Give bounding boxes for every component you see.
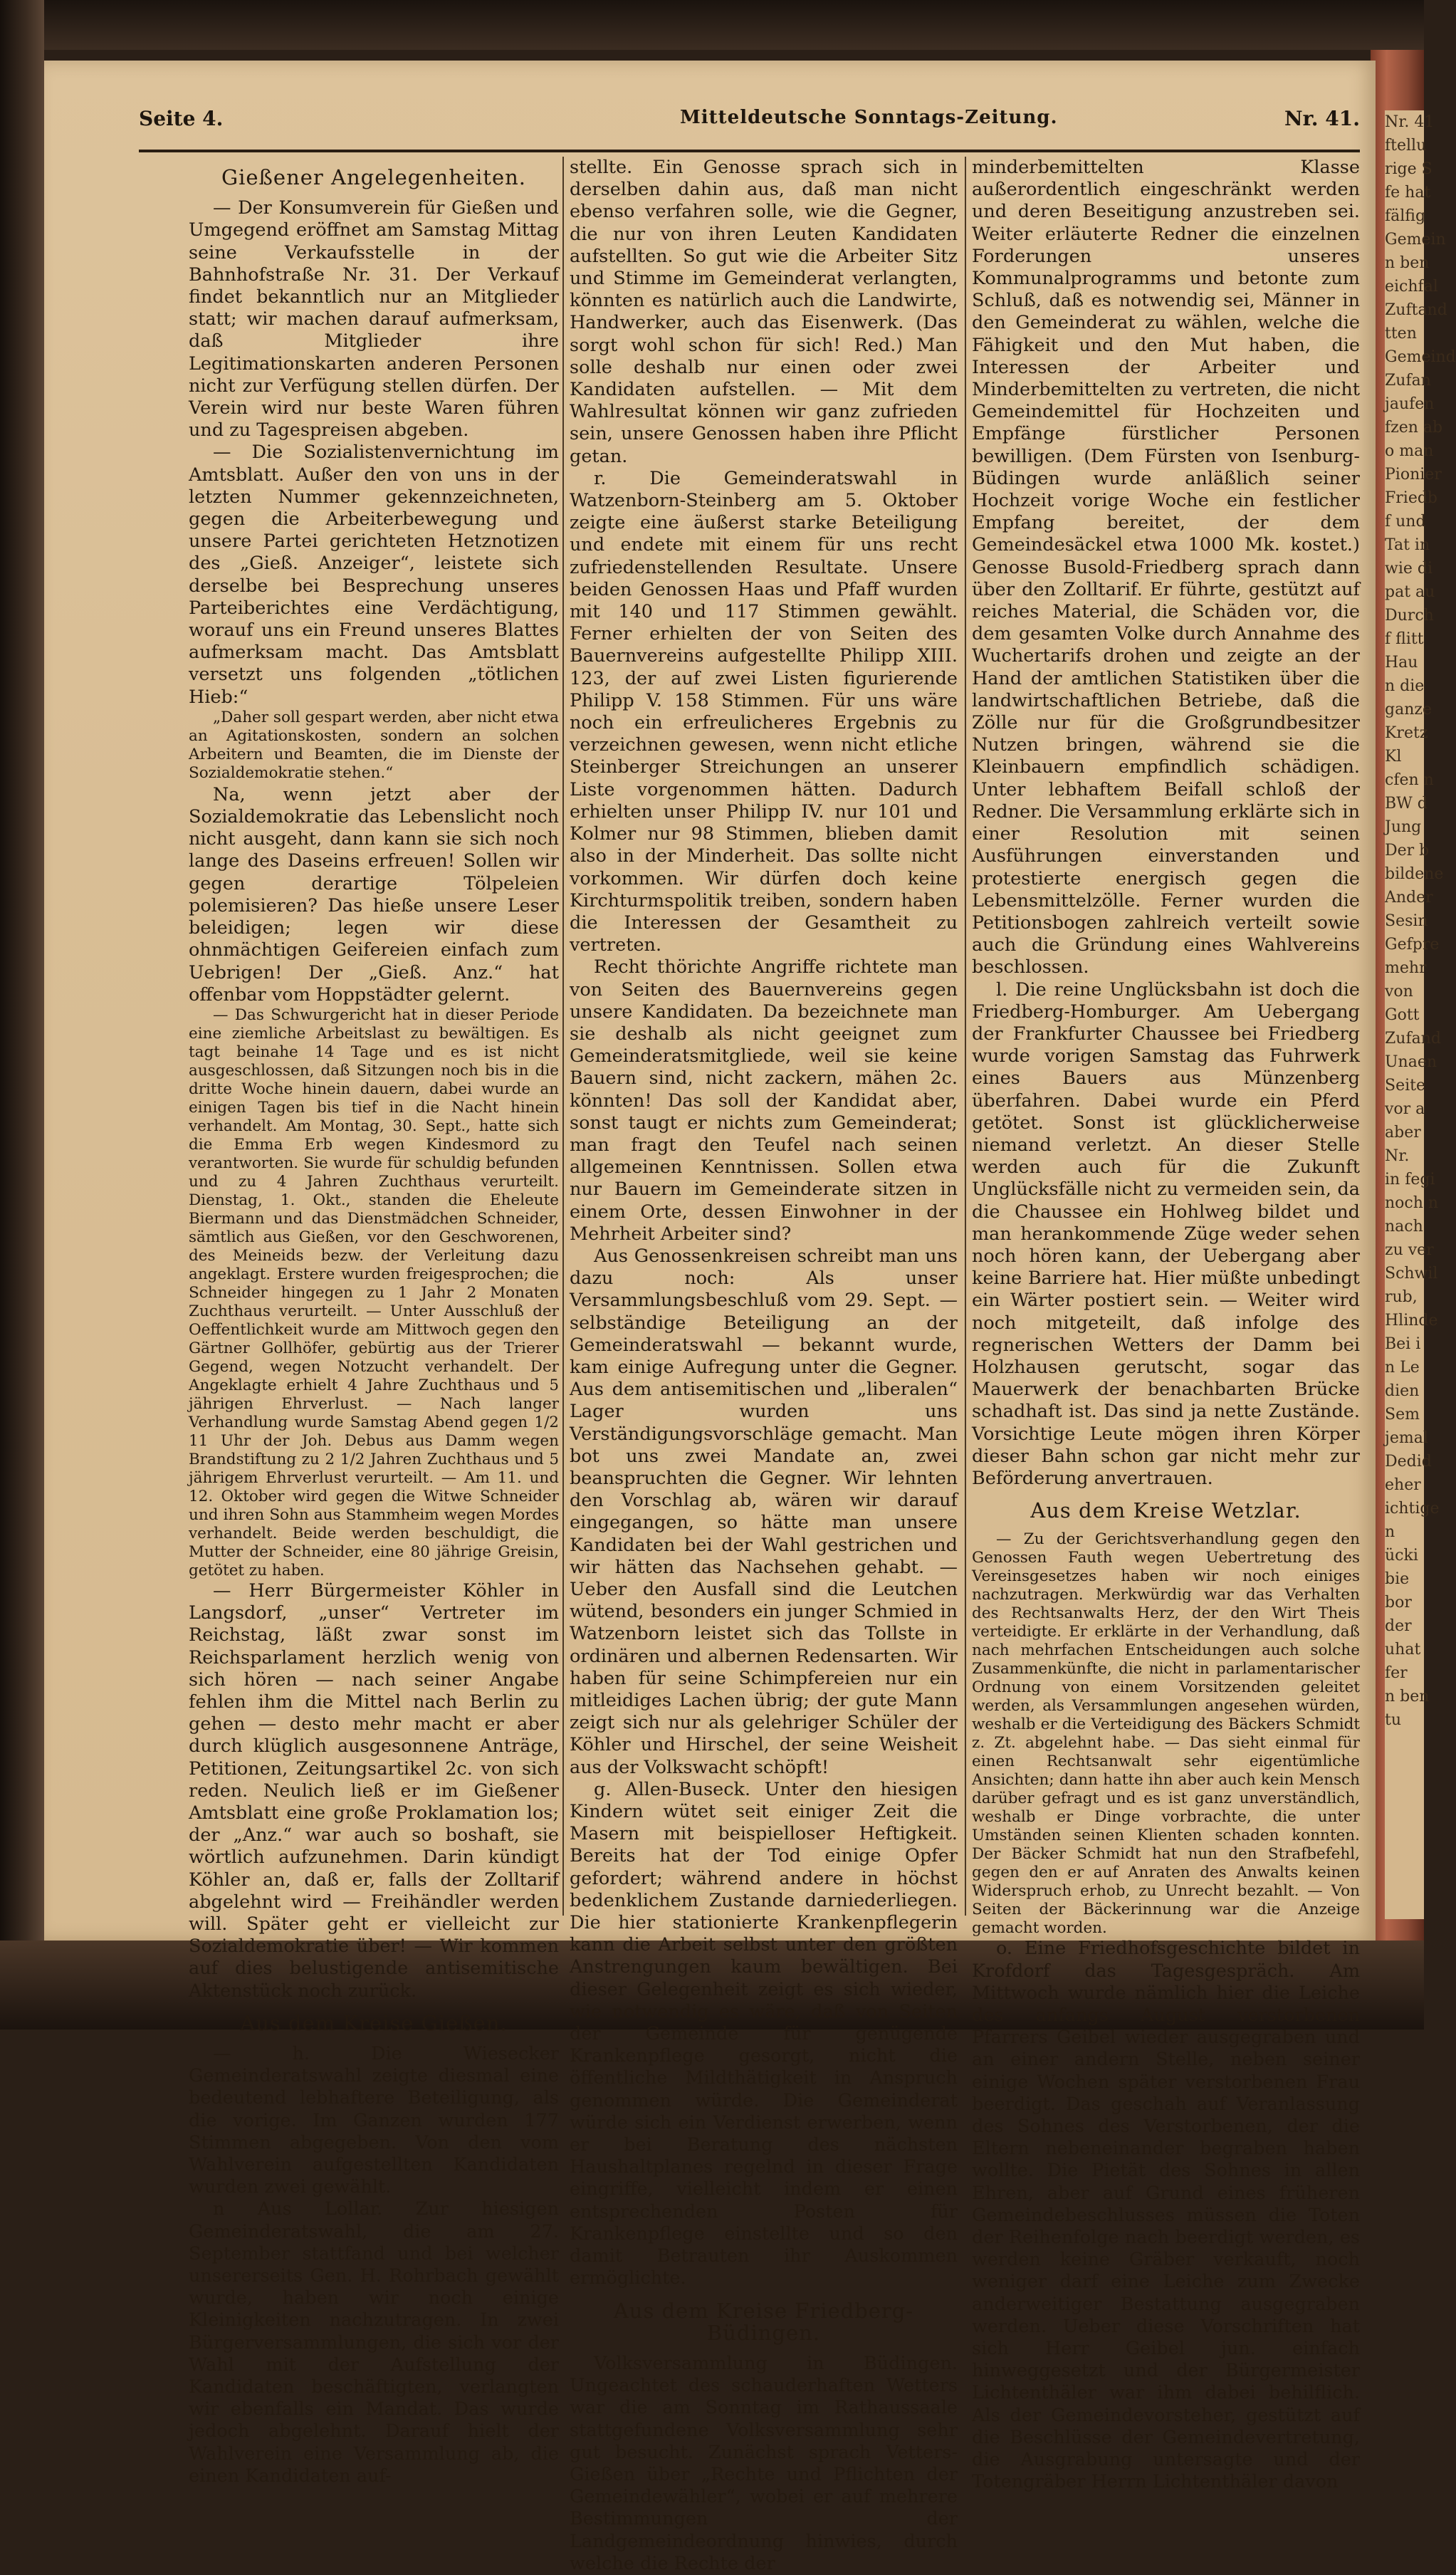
column-3 xyxy=(972,157,1360,2493)
adjacent-page-text: rige S xyxy=(1385,160,1433,178)
section-heading: Gießener Angelegenheiten. xyxy=(221,165,527,189)
adjacent-page-text: Schwil xyxy=(1385,1265,1438,1283)
adjacent-page-text: zu ver xyxy=(1385,1241,1434,1259)
adjacent-page-text: Durch xyxy=(1385,607,1434,625)
adjacent-page-text: Hau xyxy=(1385,654,1418,672)
adjacent-page-text: Sem xyxy=(1385,1406,1420,1424)
adjacent-page-text: Hlinde xyxy=(1385,1312,1438,1330)
article-paragraph: Recht thörichte Angriffe richtete man von Seiten des Bauernvereins gegen unsere Kandidaten. Da bezeichnete man sie deshalb als nicht geeignet zum Gemeinderatsmitgliede, weil sie keine Bauern sind, nicht zackern, mähen 2c. könnten! Das soll der Kandidat aber, sonst taugt er nichts zum Gemeinderat; man fragt den Teufel nach seinen allgemeinen Kenntnissen. Sollen etwa nur Bauern im Gemeinderate sitzen in einem Orte, dessen Einwohner in der Mehrheit Arbeiter sind? xyxy=(570,956,958,1245)
issue-number: Nr. 41. xyxy=(1284,107,1360,130)
adjacent-page-text: Seite xyxy=(1385,1077,1425,1095)
adjacent-page-text: uhat xyxy=(1385,1641,1421,1659)
article-paragraph: — Die Sozialistenvernichtung im Amtsblatt. Außer den von uns in der letzten Nummer gekennzeichneten, gegen die Arbeiterbewegung und unsere Partei gerichteten Hetznotizen des „Gieß. Anzeiger“, leistete sich derselbe bei Besprechung unseres Parteiberichtes eine Verdächtigung, worauf uns ein Freund unseres Blattes aufmerksam macht. Das Amtsblatt versetzt uns folgenden „tötlichen Hieb:“ xyxy=(189,442,559,708)
article-paragraph: — Das Schwurgericht hat in dieser Periode eine ziemliche Arbeitslast zu bewältigen. Es tagt beinahe 14 Tage und es ist nicht ausgeschlossen, daß Sitzungen noch bis in die dritte Woche hinein dauern, dabei wurde an einigen Tagen bis tief in die Nacht hinein verhandelt. Am Montag, 30. Sept., hatte sich die Emma Erb wegen Kindesmord zu verantworten. Sie wurde für schuldig befunden und zu 4 Jahren Zuchthaus verurteilt. Dienstag, 1. Okt., standen die Eheleute Biermann und das Dienstmädchen Schneider, sämtlich aus Gießen, vor den Geschworenen, des Meineids bezw. der Verleitung dazu angeklagt. Erstere wurden freigesprochen; die Schneider hingegen zu 1 Jahr 2 Monaten Zuchthaus verurteilt. — Unter Ausschluß der Oeffentlichkeit wurde am Mittwoch gegen den Gärtner Gollhöfer, gebürtig aus der Trierer Gegend, wegen Notzucht verhandelt. Der Angeklagte erhielt 4 Jahre Zuchthaus und 5 jährigen Ehrverlust. — Nach langer Verhandlung wurde Samstag Abend gegen 1/2 11 Uhr der Joh. Debus aus Damm wegen Brandstiftung zu 2 1/2 Jahren Zuchthaus und 5 jährigem Ehrverlust verurteilt. — Am 11. und 12. Oktober wird gegen die Witwe Schneider und ihren Sohn aus Stammheim wegen Mordes verhandelt. Beide werden beschuldigt, die Mutter der Schneider, eine 80 jährige Greisin, getötet zu haben. xyxy=(189,1006,559,1579)
adjacent-page-text: Gemein xyxy=(1385,231,1446,249)
adjacent-page-text: eichfal xyxy=(1385,278,1438,296)
adjacent-page-text: vor a xyxy=(1385,1100,1425,1118)
adjacent-page-text: Kretz xyxy=(1385,724,1428,742)
adjacent-page-text: ücki xyxy=(1385,1547,1418,1565)
adjacent-page-text: ftellu xyxy=(1385,137,1427,155)
adjacent-page-text: fe hat xyxy=(1385,184,1431,202)
adjacent-page-text: fzen ab xyxy=(1385,419,1443,437)
adjacent-page-text: Unaen xyxy=(1385,1053,1437,1071)
article-paragraph: minderbemittelten Klasse außerordentlich eingeschränkt werden und deren Beseitigung anzustreben sei. Weiter erläuterte Redner die einzelnen Forderungen unseres Kommunalprogramms und betonte zum Schluß, daß es notwendig sei, Männer in den Gemeinderat zu wählen, welche die Fähigkeit und den Mut haben, die Interessen der Arbeiter und Minderbemittelten zu vertreten, die nicht Gemeindemittel für Hochzeiten und Empfänge fürstlicher Personen bewilligen. (Dem Fürsten von Isenburg-Büdingen wurde anläßlich seiner Hochzeit vorige Woche ein festlicher Empfang bereitet, der dem Gemeindesäckel etwa 1000 Mk. kostet.) Genosse Busold-Friedberg sprach dann über den Zolltarif. Er führte, gestützt auf reiches Material, die Schäden vor, die dem gesamten Volke durch Annahme des Wuchertarifs drohen und zeigte an der Hand der amtlichen Statistiken über die landwirtschaftlichen Betriebe, daß die Zölle nur für die Großgrundbesitzer Nutzen bringen, während sie die Kleinbauern empfindlich schädigen. Unter lebhaftem Beifall schloß der Redner. Die Versammlung erklärte sich in einer Resolution mit seinen Ausführungen einverstanden und protestierte energisch gegen die Lebensmittelzölle. Ferner wurden die Petitionsbogen zahlreich verteilt sowie auch die Gründung eines Wahlvereins beschlossen. xyxy=(972,157,1360,978)
adjacent-page-text: Nr. xyxy=(1385,1147,1410,1165)
section-heading: Aus dem Kreise Wetzlar. xyxy=(1030,1498,1302,1523)
adjacent-page-text: Kl xyxy=(1385,748,1402,766)
adjacent-page-text: Gefpre xyxy=(1385,936,1440,954)
adjacent-page-text: cfen n xyxy=(1385,771,1434,789)
article-paragraph: n Aus Lollar. Zur hiesigen Gemeinderatswahl, die am 27. September stattfand und bei welcher unsererseits Gen. H. Rohrbach gewählt wurde, haben wir noch einige Kleinigkeiten nachzutragen. In zwei Bürgerversammlungen, die sich vor der Wahl mit der Aufstellung der Kandidaten beschäftigten, verlangten wir ebenfalls ein Mandat. Das wurde jedoch abgelehnt. Darauf hielt der Wahlverein eine Versammlung ab, die einen Kandidaten auf- xyxy=(189,2198,559,2487)
adjacent-page-text: fer xyxy=(1385,1664,1408,1682)
adjacent-page-text: f flitt xyxy=(1385,630,1424,648)
adjacent-page-text: Gott xyxy=(1385,1006,1420,1024)
adjacent-page-text: Friedb xyxy=(1385,489,1438,507)
adjacent-page-text: Zufand xyxy=(1385,1030,1441,1048)
adjacent-page-text: fälfig xyxy=(1385,207,1426,225)
adjacent-page-text: Tat in xyxy=(1385,536,1430,554)
column-2 xyxy=(570,157,958,2574)
adjacent-page-text: ganze xyxy=(1385,701,1432,719)
adjacent-page-text: rub, xyxy=(1385,1288,1418,1306)
adjacent-page-text: wie di xyxy=(1385,560,1433,578)
adjacent-page-text: o man xyxy=(1385,442,1434,460)
adjacent-page-text: jemal xyxy=(1385,1429,1428,1447)
article-paragraph: Aus Genossenkreisen schreibt man uns dazu noch: Als unser Versammlungsbeschluß vom 29. Sept. — selbständige Beteiligung an der Gemeinderatswahl — bekannt wurde, kam einige Aufregung unter die Gegner. Aus dem antisemitischen und „liberalen“ Lager wurden uns Verständigungsvorschläge gemacht. Man bot uns zwei Mandate an, zwei beanspruchten die Gegner. Wir lehnten den Vorschlag ab, wären wir darauf eingegangen, so hätte man unsere Kandidaten bei der Wahl gestrichen und wir hätten das Nachsehen gehabt. — Ueber den Ausfall sind die Leutchen wütend, besonders ein junger Schmied in Watzenborn leistet sich das Tollste in ordinären und albernen Redensarten. Wir haben für seine Schimpfereien nur ein mitleidiges Lachen übrig; der gute Mann zeigt sich nur als gelehriger Schüler der Köhler und Hirschel, der seine Weisheit aus der Volkswacht schöpft! xyxy=(570,1245,958,1778)
adjacent-page-text: f und xyxy=(1385,513,1426,531)
adjacent-page-text: Dedid xyxy=(1385,1453,1432,1471)
adjacent-page-text: ichtige xyxy=(1385,1500,1440,1518)
adjacent-page-text: der xyxy=(1385,1617,1412,1635)
adjacent-page-text: Sesin xyxy=(1385,912,1428,930)
adjacent-page-text: Zuftand xyxy=(1385,301,1447,319)
adjacent-page-text: Bei i xyxy=(1385,1335,1421,1353)
article-paragraph: stellte. Ein Genosse sprach sich in derselben dahin aus, daß man nicht ebenso verfahren solle, wie die Gegner, die nur von ihren Leuten Kandidaten aufstellten. So gut wie die Arbeiter Sitz und Stimme im Gemeinderat verlangten, könnten es natürlich auch die Landwirte, Handwerker, auch das Eisenwerk. (Das sorgt wohl schon für sich! Red.) Man solle deshalb nur einen oder zwei Kandidaten aufstellen. — Mit dem Wahlresultat können wir ganz zufrieden sein, unsere Genossen haben ihre Pflicht getan. xyxy=(570,157,958,467)
adjacent-page-text: mehr xyxy=(1385,959,1427,977)
adjacent-page-text: Nr. 41 xyxy=(1385,113,1435,131)
article-paragraph: — Der Konsumverein für Gießen und Umgegend eröffnet am Samstag Mittag seine Verkaufsstelle in der Bahnhofstraße Nr. 31. Der Verkauf findet bekanntlich nur an Mitglieder statt; wir machen darauf aufmerksam, daß Mitglieder ihre Legitimationskarten anderen Personen nicht zur Verfügung stellen dürfen. Der Verein wird nur beste Waren führen und zu Tagespreisen abgeben. xyxy=(189,197,559,442)
adjacent-page-text: in fegi xyxy=(1385,1171,1435,1189)
adjacent-page-text: BW d xyxy=(1385,795,1428,813)
background-left xyxy=(0,0,44,2030)
adjacent-page-fragment xyxy=(1385,110,1456,1919)
page-number: Seite 4. xyxy=(139,107,224,130)
article-paragraph: Na, wenn jetzt aber der Sozialdemokratie das Lebenslicht noch nicht ausgeht, dann kann sie sich noch lange des Daseins erfreuen! Sollen wir gegen derartige Tölpeleien polemisieren? Das hieße unsere Leser beleidigen; legen wir diese ohnmächtigen Geifereien einfach zum Uebrigen! Der „Gieß. Anz.“ hat offenbar vom Hoppstädter gelernt. xyxy=(189,783,559,1006)
adjacent-page-text: Jung xyxy=(1385,818,1422,836)
article-paragraph: l. Die reine Unglücksbahn ist doch die Friedberg-Homburger. Am Uebergang der Frankfurter Chaussee bei Friedberg wurde vorigen Samstag das Fuhrwerk eines Bauers aus Münzenberg überfahren. Dabei wurde ein Pferd getötet. Sonst ist glücklicherweise niemand verletzt. An dieser Stelle werden auch für die Zukunft Unglücksfälle nicht zu vermeiden sein, da die Chaussee ein Hohlweg bildet und man herankommende Züge weder sehen noch hören kann, der Uebergang aber keine Barriere hat. Hier müßte unbedingt ein Wärter postiert sein. — Weiter wird noch mitgeteilt, daß infolge des regnerischen Wetters der Damm bei Holzhausen gerutscht, sogar das Mauerwerk der benachbarten Brücke schadhaft ist. Das sind ja nette Zustände. Vorsichtige Leute mögen ihren Körper dieser Bahn schon gar nicht mehr zur Beförderung anvertrauen. xyxy=(972,978,1360,1489)
background-top xyxy=(0,0,1424,50)
adjacent-page-text: n xyxy=(1385,1523,1395,1541)
article-paragraph: — Zu der Gerichtsverhandlung gegen den Genossen Fauth wegen Uebertretung des Vereinsgesetzes haben wir noch einiges nachzutragen. Merkwürdig war das Verhalten des Rechtsanwalts Herz, der den Wirt Theis verteidigte. Er erklärte in der Verhandlung, daß nach mehrfachen Entscheidungen auch solche Zusammenkünfte, die nicht in parlamentarischer Ordnung von einem Vorsitzenden geleitet werden, als Versammlungen angesehen würden, weshalb er die Verteidigung des Bäckers Schmidt z. Zt. abgelehnt habe. — Das sieht einmal für einen Rechtsanwalt sehr eigentümliche Ansichten; dann hatte ihn aber auch kein Mensch darüber gefragt und es ist ganz unverständlich, weshalb er Dinge vorbrachte, die unter Umständen seinen Klienten schaden konnten. Der Bäcker Schmidt hat nun den Strafbefehl, gegen den er auf Anraten des Anwalts keinen Widerspruch erhob, zu Unrecht bezahlt. — Von Seiten der Bäckerinnung war die Anzeige gemacht worden. xyxy=(972,1530,1360,1938)
quoted-text: „Daher soll gespart werden, aber nicht etwa an Agitationskosten, sondern an solchen Arbeitern und Beamten, die im Dienste der Sozialdemokratie stehen.“ xyxy=(189,708,559,782)
adjacent-page-text: noch n xyxy=(1385,1194,1439,1212)
adjacent-page-text: Ander xyxy=(1385,889,1433,907)
adjacent-page-text: n Le xyxy=(1385,1359,1420,1377)
article-paragraph: — h. Die Wiesecker Gemeinderatswahl zeigte diesmal eine bedeutend lebhaftere Beteiligung, als die vorige. Im Ganzen wurden 177 Stimmen abgegeben. Von den vom Wahlverein aufgestellten Kandidaten wurden zwei gewählt. xyxy=(189,2042,559,2198)
adjacent-page-text: bor xyxy=(1385,1594,1412,1612)
adjacent-page-text: dien xyxy=(1385,1382,1420,1400)
adjacent-page-text: tten xyxy=(1385,325,1417,343)
adjacent-page-text: n die xyxy=(1385,677,1425,695)
adjacent-page-text: von xyxy=(1385,983,1413,1001)
adjacent-page-text: aber xyxy=(1385,1124,1421,1142)
adjacent-page-text: n ben xyxy=(1385,1688,1430,1706)
header-rule xyxy=(139,150,1360,152)
adjacent-page-text: Gemeind xyxy=(1385,348,1456,366)
adjacent-page-text: jaufen xyxy=(1385,395,1435,413)
column-divider xyxy=(965,157,966,1916)
column-divider xyxy=(562,157,564,1916)
page-header xyxy=(139,107,1360,146)
adjacent-page-text: nach xyxy=(1385,1218,1423,1236)
article-paragraph: r. Die Gemeinderatswahl in Watzenborn-Steinberg am 5. Oktober zeigte eine äußerst starke Beteiligung und endete mit einem für uns recht zufriedenstellenden Resultate. Unsere beiden Genossen Haas und Pfaff wurden mit 140 und 117 Stimmen gewählt. Ferner erhielten der von Seiten des Bauernvereins aufgestellte Philipp XIII. 123, der auf zwei Listen figurierende Philipp V. 158 Stimmen. Für uns wäre noch ein erfreulicheres Ergebnis zu verzeichnen gewesen, wenn nicht etliche Steinberger Streichungen an unserer Liste vorgenommen hätten. Dadurch erhielten unser Philipp IV. nur 101 und Kolmer nur 98 Stimmen, blieben damit also in der Minderheit. Das sollte nicht vorkommen. Wir dürfen doch keine Kirchturmspolitik treiben, sondern haben die Interessen der Gesamtheit zu vertreten. xyxy=(570,467,958,956)
adjacent-page-text: bildene xyxy=(1385,865,1444,883)
adjacent-page-text: Zufan xyxy=(1385,372,1431,390)
article-paragraph: g. Allen-Buseck. Unter den hiesigen Kindern wütet seit einiger Zeit die Masern mit beispielloser Heftigkeit. Bereits hat der Tod einige Opfer gefordert; während andere in höchst bedenklichem Zustande darniederliegen. Die hier stationierte Krankenpflegerin kann die Arbeit selbst unter den größten Anstrengungen kaum bewältigen. Bei dieser Gelegenheit zeigt es sich wieder, wie notwendig es wäre, daß von Seiten der Gemeinde für genügende Krankenpflege gesorgt, nicht die öffentliche Mildthätigkeit in Anspruch genommen würde. Die Gemeinderat würde sich ein Verdienst erwerben, wenn er bei Beratung des nächsten Haushaltplanes regelnd in dieser Frage eingriffe, vielleicht indem er einen entsprechenden Posten für Krankenpflege einstellte und so den damit Betrauten ihr Auskommen ermöglichte. xyxy=(570,1778,958,2289)
adjacent-page-text: pat au xyxy=(1385,583,1435,601)
article-paragraph: Volksversammlung in Büdingen. Ungeachtet des schauderhaften Wetters war die am Sonntag im Rathaussaale stattgefundene Volksversammlung sehr gut besucht. Zunächst sprach Vetters-Gießen über „Rechte und Pflichten der Gemeindewähler“, wobei er auf mehrere Bestimmungen der Landgemeindeordnung hinwies, durch welche die Rechte der xyxy=(570,2352,958,2574)
section-heading: Aus dem Kreise Friedberg-Büdingen. xyxy=(613,2298,914,2345)
article-paragraph: o. Eine Friedhofsgeschichte bildet in Krofdorf das Tagesgespräch. Am Mittwoch wurde nämlich hier die Leiche des anfangs August verstorbenen Pfarrers Geibel wieder ausgegraben und an einer andern Stelle, neben seiner einige Wochen später verstorbenen Frau beerdigt. Das geschah auf Veranlassung des Sohnes des Verstorbenen, der die Eltern nebeneinander begraben haben wollte. Die Pietät des Sohnes in allen Ehren, aber auf Grund eines früheren Gemeindebeschlusses müssen die Toten der Reihenfolge nach beerdigt werden, es werden keine Gräber verkauft, noch weniger darf eine Leiche zum Zwecke anderweitiger Bestattung ausgegraben werden. Ueber diese Vorschriften hat sich Herr Geibel jun. einfach hinweggesetzt und der Bürgermeister Lichtenthäler war ihm dabei behilflich. Als der Gemeindevorsteher, gestützt auf die Beschlüsse der Gemeindevertretung, die Ausgrabung untersagte und der Totengräber Herrn Lichtenthäler davon xyxy=(972,1938,1360,2493)
section-heading: Aus dem Kreise Gießen. xyxy=(240,2010,508,2035)
adjacent-page-text: tu xyxy=(1385,1711,1402,1729)
masthead-title: Mitteldeutsche Sonntags-Zeitung. xyxy=(680,107,1058,128)
adjacent-page-text: Der b xyxy=(1385,842,1430,860)
article-paragraph: — Herr Bürgermeister Köhler in Langsdorf, „unser“ Vertreter im Reichstag, läßt zwar sonst im Reichsparlament herzlich wenig von sich hören — nach seiner Angabe fehlen ihm die Mittel nach Berlin zu gehen — desto mehr macht er aber durch klüglich ausgesonnene Anträge, Petitionen, Zeitungsartikel 2c. von sich reden. Neulich ließ er im Gießener Amtsblatt eine große Proklamation los; der „Anz.“ war auch so boshaft, sie wörtlich aufzunehmen. Darin kündigt Köhler an, daß er, falls der Zolltarif abgelehnt wird — Freihändler werden will. Später geht er vielleicht zur Sozialdemokratie über! — Wir kommen auf dies belustigende antisemitische Aktenstück noch zurück. xyxy=(189,1579,559,2002)
adjacent-page-text: bie xyxy=(1385,1570,1410,1588)
adjacent-page-text: Pionier xyxy=(1385,466,1442,484)
column-1 xyxy=(189,157,559,2487)
adjacent-page-text: eher xyxy=(1385,1476,1421,1494)
adjacent-page-text: n ben xyxy=(1385,254,1430,272)
